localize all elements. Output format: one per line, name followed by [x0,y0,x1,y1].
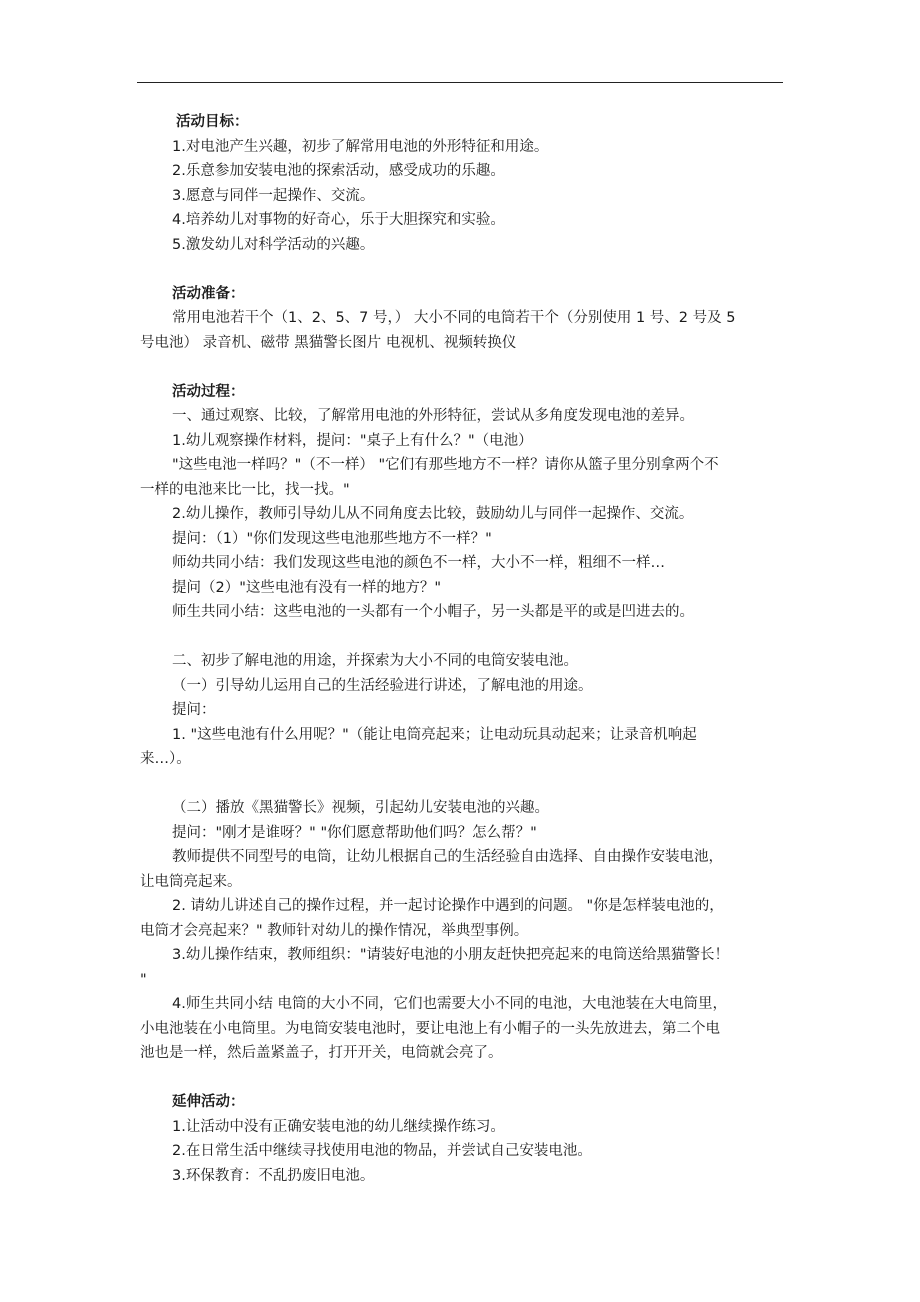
header-rule [137,82,783,83]
extension-item: 1.让活动中没有正确安装电池的幼儿继续操作练习。 [172,1118,505,1135]
process-text: 1.幼儿观察操作材料，提问："桌子上有什么？"（电池） [172,432,533,449]
process-text: 提问： [172,702,216,718]
process-text: 提问：（1）"你们发现这些电池那些地方不一样？" [172,530,492,547]
section-heading-preparation: 活动准备： [172,285,245,302]
process-text: " [140,971,147,988]
section-heading-extension: 延伸活动： [172,1094,245,1110]
process-text: 提问："刚才是谁呀？" "你们愿意帮助他们吗？怎么帮？" [172,824,537,841]
process-text: 师生共同小结：这些电池的一头都有一个小帽子，另一头都是平的或是凹进去的。 [172,604,694,620]
preparation-text: 号电池） 录音机、磁带 黑猫警长图片 电视机、视频转换仪 [140,334,517,351]
process-text: 一、通过观察、比较，了解常用电池的外形特征，尝试从多角度发现电池的差异。 [172,408,694,424]
process-text: （一）引导幼儿运用自己的生活经验进行讲述，了解电池的用途。 [172,677,593,694]
process-text: 3.幼儿操作结束，教师组织："请装好电池的小朋友赶快把亮起来的电筒送给黑猫警长！ [172,947,730,963]
process-text: （二）播放《黑猫警长》视频，引起幼儿安装电池的兴趣。 [172,800,549,816]
process-text: 让电筒亮起来。 [140,873,242,890]
process-text: 提问（2）"这些电池有没有一样的地方？" [172,579,442,596]
process-text: 教师提供不同型号的电筒，让幼儿根据自己的生活经验自由选择、自由操作安装电池， [172,849,723,865]
process-text: 2. 请幼儿讲述自己的操作过程，并一起讨论操作中遇到的问题。 "你是怎样装电池的， [172,898,724,914]
process-text: 池也是一样，然后盖紧盖子，打开开关，电筒就会亮了。 [140,1045,503,1061]
goal-item: 1.对电池产生兴趣，初步了解常用电池的外形特征和用途。 [172,138,549,155]
extension-item: 3.环保教育：不乱扔废旧电池。 [172,1167,375,1184]
process-text: 电筒才会亮起来？" 教师针对幼儿的操作情况，举典型事例。 [140,922,529,939]
extension-item: 2.在日常生活中继续寻找使用电池的物品，并尝试自己安装电池。 [172,1143,592,1159]
document-body [140,110,785,1188]
process-text: 小电池装在小电筒里。为电筒安装电池时，要让电池上有小帽子的一头先放进去，第二个电 [140,1020,720,1037]
process-text: 4.师生共同小结 电筒的大小不同，它们也需要大小不同的电池，大电池装在大电筒里， [172,996,727,1012]
process-text: "这些电池一样吗？"（不一样） "它们有那些地方不一样？请你从篮子里分别拿两个不 [172,457,719,473]
process-text: 1. "这些电池有什么用呢？"（能让电筒亮起来；让电动玩具动起来；让录音机响起 [172,726,697,743]
goal-item: 4.培养幼儿对事物的好奇心，乐于大胆探究和实验。 [172,212,505,228]
goal-item: 2.乐意参加安装电池的探索活动，感受成功的乐趣。 [172,163,505,179]
process-text: 师幼共同小结：我们发现这些电池的颜色不一样，大小不一样，粗细不一样… [172,555,665,571]
process-text: 2.幼儿操作，教师引导幼儿从不同角度去比较，鼓励幼儿与同伴一起操作、交流。 [172,506,694,522]
process-text: 来…）。 [140,751,191,767]
section-heading-goals: 活动目标： [176,114,249,130]
goal-item: 3.愿意与同伴一起操作、交流。 [172,187,375,204]
process-text: 一样的电池来比一比，找一找。" [140,481,350,498]
goal-item: 5.激发幼儿对科学活动的兴趣。 [172,236,375,253]
section-heading-process: 活动过程： [172,383,245,400]
preparation-text: 常用电池若干个（1、2、5、7 号，） 大小不同的电筒若干个（分别使用 1 号、2 号及 5 [172,310,736,326]
process-text: 二、初步了解电池的用途，并探索为大小不同的电筒安装电池。 [172,653,578,669]
